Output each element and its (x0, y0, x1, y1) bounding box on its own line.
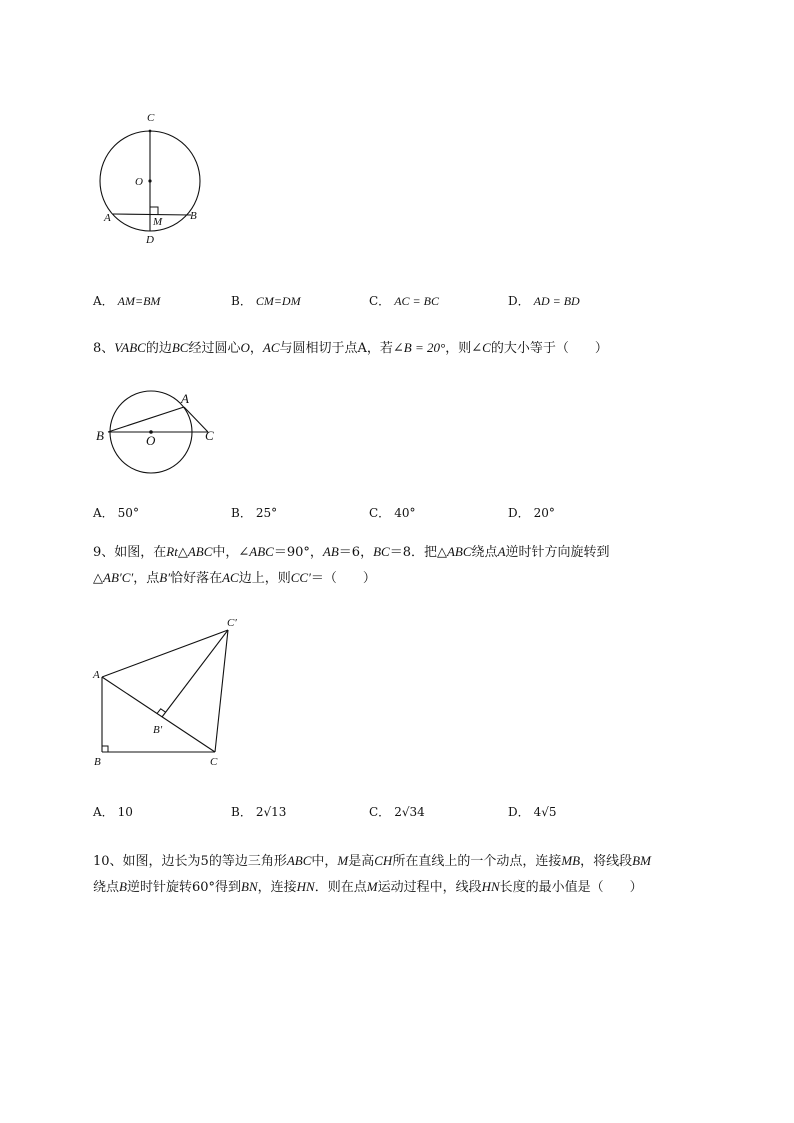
segment-ac-prime (102, 630, 228, 677)
label-o: O (146, 433, 156, 448)
q9-options (93, 803, 733, 821)
label-b: B (94, 756, 101, 768)
segment-b-prime-c-prime (162, 630, 228, 717)
segment-c-prime-c (215, 630, 228, 752)
q8-option-a[interactable]: A． 50° (93, 506, 139, 520)
q8-option-b[interactable]: B． 25° (231, 506, 278, 520)
q7-option-d[interactable]: D． AD = BD (508, 294, 580, 308)
q8-option-c[interactable]: C． 40° (369, 506, 416, 520)
q8-option-d[interactable]: D． 20° (508, 506, 555, 520)
label-d: D (146, 234, 154, 246)
label-a: A (181, 391, 189, 406)
q9-option-b[interactable]: B． 2√13 (231, 805, 287, 819)
point-o (148, 179, 151, 182)
label-b-prime: B′ (153, 724, 163, 736)
question-10-line-1: 10、如图，边长为5的等边三角形ABC中，M是高CH所在直线上的一个动点，连接MB，将线段BM (93, 853, 651, 869)
label-a: A (104, 212, 111, 224)
right-angle-mark (150, 207, 158, 215)
q8-options (93, 504, 733, 522)
label-c: C (147, 112, 155, 124)
question-9-line-1: 9、如图，在Rt△ABC中，∠ABC＝90°，AB＝6，BC＝8．把△ABC绕点A逆时针方向旋转到 (93, 544, 610, 560)
right-angle-mark-b (102, 746, 108, 752)
figure-q8-circle-tangent (93, 385, 233, 485)
label-c: C (205, 428, 214, 443)
q7-option-c[interactable]: C． AC = BC (369, 294, 439, 308)
label-c-prime: C′ (227, 617, 237, 629)
q9-option-d[interactable]: D． 4√5 (508, 805, 557, 819)
label-a: A (93, 669, 100, 681)
q9-option-a[interactable]: A． 10 (93, 805, 133, 819)
label-b: B (96, 428, 104, 443)
q7-option-a[interactable]: A． AM=BM (93, 294, 161, 308)
q9-option-c[interactable]: C． 2√34 (369, 805, 425, 819)
segment-ac (102, 677, 215, 752)
point-c (149, 130, 152, 133)
label-b: B (190, 210, 197, 222)
chord-ab (113, 214, 191, 215)
q7-options (93, 292, 733, 310)
label-c: C (210, 756, 218, 768)
label-m: M (153, 216, 163, 228)
question-9-line-2: △AB′C′，点B′恰好落在AC边上，则CC′＝（ ） (93, 570, 376, 586)
figure-q9-rotated-triangle (90, 612, 250, 772)
right-angle-mark-b-prime (157, 709, 166, 714)
label-o: O (135, 176, 143, 188)
question-8-text: 8、VABC的边BC经过圆心O，AC与圆相切于点A，若∠B = 20°，则∠C的大小等于（ ） (93, 340, 608, 356)
segment-ba (108, 407, 184, 432)
q7-option-b[interactable]: B． CM=DM (231, 294, 301, 308)
figure-q7-circle (95, 108, 215, 248)
question-10-line-2: 绕点B逆时针旋转60°得到BN，连接HN．则在点M运动过程中，线段HN长度的最小值是（ ） (93, 879, 643, 895)
